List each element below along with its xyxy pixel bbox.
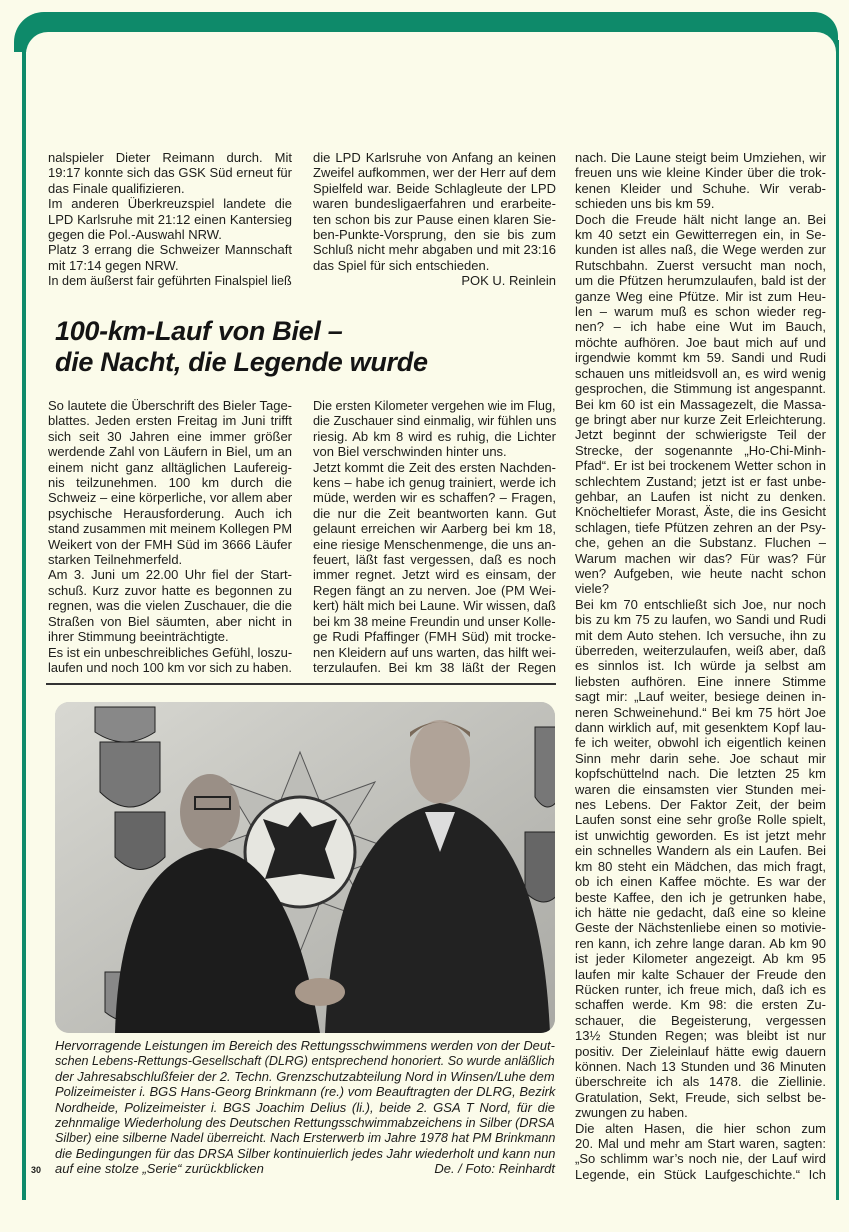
text-line: kens – habe ich genug trainiert, werde ich xyxy=(313,475,556,491)
text-line: LPD Karlsruhe mit 21:12 einen Kantersieg xyxy=(48,211,292,227)
caption-line: zehnmalige Wiederholung des Deutschen Rettungsschwimmabzeichens in Silber (DRSA xyxy=(55,1115,555,1131)
text-line: Jetzt kommt die Zeit des ersten Nachden- xyxy=(313,459,556,475)
text-line: nes Lebens. Der Faktor Zeit, der beim xyxy=(575,797,826,813)
text-line: blattes. Jeden ersten Freitag im Juni trifft xyxy=(48,413,292,429)
text-line: nis teilzunehmen. 100 km durch die xyxy=(48,475,292,491)
text-line: die Zuschauer sind einmalig, wir fühlen uns xyxy=(313,413,557,429)
text-line: Legende, ein Stück Laufgeschichte.“ Ich xyxy=(575,1166,826,1182)
text-line: mit 17:14 gegen NRW. xyxy=(48,257,179,273)
caption-line: Silber) eine silberne Nadel überreicht. Nach Ersterwerb im Jahre 1978 hat PM Brinkmann xyxy=(55,1130,556,1146)
text-line: Regen fängt an zu nerven. Joe (PM Wei- xyxy=(313,582,556,598)
text-line: mit dem Auto stehen. Ich versuche, ihn zu xyxy=(575,627,826,643)
text-line: Die ersten Kilometer vergehen wie im Flug, xyxy=(313,398,556,413)
text-line: Es ist ein unbeschreibliches Gefühl, loszu- xyxy=(48,644,293,660)
article-headline xyxy=(55,316,428,378)
caption-line: Polizeimeister i. BGS Hans-Georg Brinkmann (re.) vom Beauftragten der DLRG, Bezirk xyxy=(55,1084,556,1100)
text-line: Am 3. Juni um 22.00 Uhr fiel der Start- xyxy=(48,567,292,583)
text-line: müde, werden wir es schaffen? – Fragen, xyxy=(313,490,556,506)
text-line: gehbar, an Laufen ist nicht zu denken. xyxy=(575,488,826,504)
text-line: Warum machen wir das? Für was? Für xyxy=(575,550,826,566)
text-line: überschreite ich als 1478. die Ziellinie. xyxy=(575,1074,826,1090)
text-line: viele? xyxy=(575,581,609,597)
text-line: Platz 3 errang die Schweizer Mannschaft xyxy=(48,242,292,258)
text-line: bei km 38 meine Freundin und unser Kolle- xyxy=(313,613,556,629)
text-line: von Biel verschwinden hinter uns. xyxy=(313,444,507,460)
text-line: irgendwie kommt km 59. Sandi und Rudi xyxy=(575,350,826,366)
text-line: che, gehen an die Substanz. Fluchen – xyxy=(575,535,826,551)
text-line: riesig. Ab km 8 wird es ruhig, die Lichter xyxy=(313,428,556,444)
text-line: nalspieler Dieter Reimann durch. Mit xyxy=(48,150,292,165)
text-line: es sinnlos ist. Ich würde ja selbst am xyxy=(575,658,826,674)
text-line: Zweifel aufkommen, wer der Herr auf dem xyxy=(313,165,556,181)
text-line: regnen, was die vielen Zuschauer, die die xyxy=(48,598,292,614)
text-line: schlechtem Zustand; jetzt ist er fast unbe- xyxy=(575,473,826,489)
top-article-column-1 xyxy=(48,150,292,289)
text-line: um die Pfützen herumzulaufen, bald ist der xyxy=(575,273,826,289)
text-line: liebsten aufhören. Eine innere Stimme xyxy=(575,673,826,689)
green-frame-right xyxy=(836,40,839,1200)
text-line: Gratulation, Sekt, Freude, sich selbst be- xyxy=(575,1089,826,1105)
paragraph xyxy=(48,196,292,242)
text-line: starken Teilnehmerfeld. xyxy=(48,552,183,568)
page-number: 30 xyxy=(31,1165,42,1175)
paragraph xyxy=(575,597,826,1121)
text-line: positiv. Der Zieleinlauf hätte ewig dauern xyxy=(575,1043,826,1059)
article-column-3 xyxy=(575,150,826,1182)
text-line: „So schlimm war’s noch nie, der Lauf wird xyxy=(575,1151,826,1167)
caption-last-line: auf eine stolze „Serie“ zurückblicken xyxy=(55,1161,264,1177)
text-line: feuert, läßt fast vergessen, daß es noch xyxy=(313,552,556,568)
text-line: kenen Kleider und Schuhe. Wir verab- xyxy=(575,180,826,196)
text-line: Knöcheltiefer Morast, Äste, die ins Gesicht xyxy=(575,504,826,520)
text-line: eine riesige Menschenmenge, die uns an- xyxy=(313,536,556,552)
text-line: schuß. Kurz zuvor hatte es begonnen zu xyxy=(48,582,292,598)
text-line: Die alten Hasen, die hier schon zum xyxy=(575,1120,826,1136)
text-line: ben-Punkte-Vorsprung, den sie bis zum xyxy=(313,227,556,243)
caption-line: Nordheide, Polizeimeister i. BGS Joachim Delius (li.), beide 2. GSA T Nord, für die xyxy=(55,1099,555,1115)
text-line: schauer, die Begeisterung, vergessen xyxy=(575,1012,826,1028)
text-line: das Spiel für sich entschieden. xyxy=(313,257,490,273)
text-line: schauen uns mitleidsvoll an, es wird wenig xyxy=(575,365,826,381)
text-line: gegen die Pol.-Auswahl NRW. xyxy=(48,227,222,243)
text-line: Bei km 60 ist ein Massagezelt, die Massa- xyxy=(575,396,826,412)
text-line: 13½ Stunden Regen; was bleibt ist nur xyxy=(575,1028,826,1044)
text-line: Strecke, der sogenannte „Ho-Chi-Minh- xyxy=(575,442,826,458)
text-line: Schluß nicht mehr abgaben und mit 23:16 xyxy=(313,242,556,258)
text-line: ist jeder Kilometer angezeigt. Ab km 95 xyxy=(575,951,826,967)
text-line: km 40 setzt ein Gewitterregen ein, in Se- xyxy=(575,227,826,243)
text-line: Weikert von der FMH Süd im 3666 Läufer xyxy=(48,536,292,552)
text-line: ganze Weg eine Pfütze. Mir ist zum Heu- xyxy=(575,288,826,304)
text-line: Straßen von Biel säumten, aber nicht in xyxy=(48,613,292,629)
paragraph xyxy=(48,242,292,273)
paragraph xyxy=(313,398,556,460)
text-line: schlagen, tiefe Pfützen zehren an der Psy- xyxy=(575,519,826,535)
article-column-1 xyxy=(48,398,292,675)
text-line: Spielfeld war. Beide Schlagleute der LPD xyxy=(313,180,556,196)
text-line: nen Kleidern auf uns warten, das hilft wei- xyxy=(313,644,556,660)
text-line: Sinn mehr darin sehe. Joe schaut mir xyxy=(575,750,826,766)
paragraph xyxy=(48,150,292,196)
green-frame-left xyxy=(22,40,26,1200)
text-line: So lautete die Überschrift des Bieler Tage- xyxy=(48,398,292,413)
text-line: überreden, weiterzulaufen, weiß aber, daß xyxy=(575,643,826,658)
article-column-2 xyxy=(313,398,556,675)
text-line: Rücken runter, ich freue mich, daß ich es xyxy=(575,981,826,997)
text-line: sagt mir: „Lauf weiter, besiege deinen in- xyxy=(575,689,826,705)
text-line: kunden ist alles naß, die Wege werden zur xyxy=(575,242,826,258)
paragraph xyxy=(313,460,556,676)
caption-line: der Jahresabschlußfeier der 2. Techn. Grenzschutzabteilung Nord in Winsen/Luhe dem xyxy=(55,1068,555,1084)
text-line: ich hätte nie gedacht, daß eine so kleine xyxy=(575,904,826,920)
paragraph xyxy=(575,150,826,212)
text-line: 20. Mal und mehr am Start waren, sagten: xyxy=(575,1136,826,1151)
text-line: Bei km 70 entschließt sich Joe, nur noch xyxy=(575,596,826,612)
text-line: das Finale qualifizieren. xyxy=(48,180,185,196)
text-line: gelaunt erreichen wir Aarberg bei km 18, xyxy=(313,521,556,537)
text-line: neren Schweinehund.“ Bei km 75 hört Joe xyxy=(575,704,826,720)
text-line: die nur die Zeit beantworten kann. Gut xyxy=(313,505,556,521)
text-line: zwungen zu haben. xyxy=(575,1105,688,1121)
text-line: ob ich einen Kaffee möchte. Es war der xyxy=(575,874,826,890)
text-line: nach. Die Laune steigt beim Umziehen, wir xyxy=(575,150,826,165)
text-line: Geste der Nächstenliebe einen so motivie- xyxy=(575,920,826,936)
text-line: ihrer Stimmung beeinträchtigte. xyxy=(48,629,229,645)
paragraph xyxy=(48,567,292,644)
paragraph xyxy=(575,212,826,597)
paragraph xyxy=(48,273,292,288)
text-line: Doch die Freude hält nicht lange an. Bei xyxy=(575,211,826,227)
text-line: wen? Aufgeben, wie heute nacht schon xyxy=(575,565,826,581)
text-line: ren kann, ich zehre lange daran. Ab km 90 xyxy=(575,935,826,951)
text-line: laufen und noch 100 km vor sich zu haben. xyxy=(48,659,292,675)
text-line: sich seit 30 Jahren eine immer größer xyxy=(48,428,292,444)
text-line: möchte aufhören. Joe baut mich auf und xyxy=(575,334,826,350)
text-line: ten schon bis zur Pause einen klaren Sie- xyxy=(313,211,556,227)
text-line: km 80 steht ein Mädchen, das mich fragt, xyxy=(575,858,826,874)
text-line: Schweiz – eine körperliche, vor allem aber xyxy=(48,490,293,506)
text-line: immer regnet. Jetzt wird es einsam, der xyxy=(313,567,556,583)
text-line: einem nicht ganz alltäglichen Laufereig- xyxy=(48,459,292,475)
text-line: ge bringt aber nur kurze Zeit Erleichterung. xyxy=(575,411,826,427)
text-line: kert) hält mich bei Laune. Wir wissen, daß xyxy=(313,598,556,614)
caption-line: Hervorragende Leistungen im Bereich des Rettungsschwimmens werden von der Deut- xyxy=(55,1038,555,1053)
text-line: stand zusammen mit meinem Kollegen PM xyxy=(48,521,293,537)
text-line: freuen uns wie kleine Kinder über die trok- xyxy=(575,165,826,181)
photo-award-ceremony xyxy=(55,702,555,1033)
text-line: die LPD Karlsruhe von Anfang an keinen xyxy=(313,150,556,165)
text-line: werdende Zahl von Läufern in Biel, um an xyxy=(48,444,292,460)
text-line: 19:17 konnte sich das GSK Süd erneut für xyxy=(48,165,292,181)
text-line: ein schnelles Wandern als ein Laufen. Bei xyxy=(575,843,826,859)
caption-line: schen Lebens-Rettungs-Gesellschaft (DLRG) entsprechend honoriert. So wurde anläßlich xyxy=(55,1053,555,1069)
text-line: ge Rudi Pfaffinger (FMH Süd) mit trocke- xyxy=(313,629,556,645)
text-line: In dem äußerst fair geführten Finalspiel ließ xyxy=(48,273,292,289)
text-line: waren bundesligaerfahren und erarbeite- xyxy=(313,196,556,212)
caption-line: die Bedingungen für das DRSA Silber kontinuierlich jedes Jahr wiederholt und kann nun xyxy=(55,1145,556,1161)
text-line: schaffen werde. Km 98: die ersten Zu- xyxy=(575,997,826,1013)
text-line: ist unwichtig geworden. Es ist jetzt mehr xyxy=(575,827,826,843)
photo-credit: De. / Foto: Reinhardt xyxy=(434,1161,555,1177)
text-line: waren die einsamsten vier Stunden mei- xyxy=(575,781,826,797)
handshake xyxy=(295,978,345,1006)
text-line: Im anderen Überkreuzspiel landete die xyxy=(48,196,292,212)
text-line: Jetzt beginnt der schwierigste Teil der xyxy=(575,427,826,443)
text-line: schieden uns bis km 59. xyxy=(575,196,715,212)
text-line: gesprochen, die Stimmung ist angespannt. xyxy=(575,381,826,397)
text-line: Pfad“. Er ist bei trockenem Wetter schon in xyxy=(575,458,826,474)
paragraph xyxy=(575,1121,826,1183)
text-line: beste Kaffee, den ich je getrunken habe, xyxy=(575,889,826,905)
paragraph xyxy=(313,150,556,273)
text-line: kopfschüttelnd nach. Die letzten 25 km xyxy=(575,766,826,782)
text-line: laufen mir kalte Schauer der Freude den xyxy=(575,966,826,982)
text-line: len – warum muß es schon wieder reg- xyxy=(575,304,826,320)
author-byline: POK U. Reinlein xyxy=(461,273,556,289)
column-divider-rule xyxy=(46,683,556,685)
text-line: bis zu km 75 zu laufen, wo Sandi und Rudi xyxy=(575,612,826,628)
headline-line-2: die Nacht, die Legende wurde xyxy=(55,347,428,377)
text-line: Rutschbahn. Zuerst versucht man noch, xyxy=(575,257,826,273)
text-line: können. Nach 13 Stunden und 36 Minuten xyxy=(575,1058,826,1074)
text-line: fe ich weiter, obwohl ich eigentlich keinen xyxy=(575,735,826,751)
headline-line-1: 100-km-Lauf von Biel – xyxy=(55,316,343,346)
top-article-column-2 xyxy=(313,150,556,289)
text-line: nen? – ich habe eine Wut im Bauch, xyxy=(575,319,826,335)
text-line: terzulaufen. Bei km 38 läßt der Regen xyxy=(313,659,556,675)
text-line: dann wirklich auf, mit gesenktem Kopf lau- xyxy=(575,720,826,736)
text-line: psychische Herausforderung. Auch ich xyxy=(48,505,292,521)
text-line: Laufen sonst eine sehr große Rolle spielt, xyxy=(575,812,826,828)
paragraph xyxy=(48,398,292,567)
paragraph xyxy=(48,645,292,676)
photo-caption xyxy=(55,1038,555,1177)
